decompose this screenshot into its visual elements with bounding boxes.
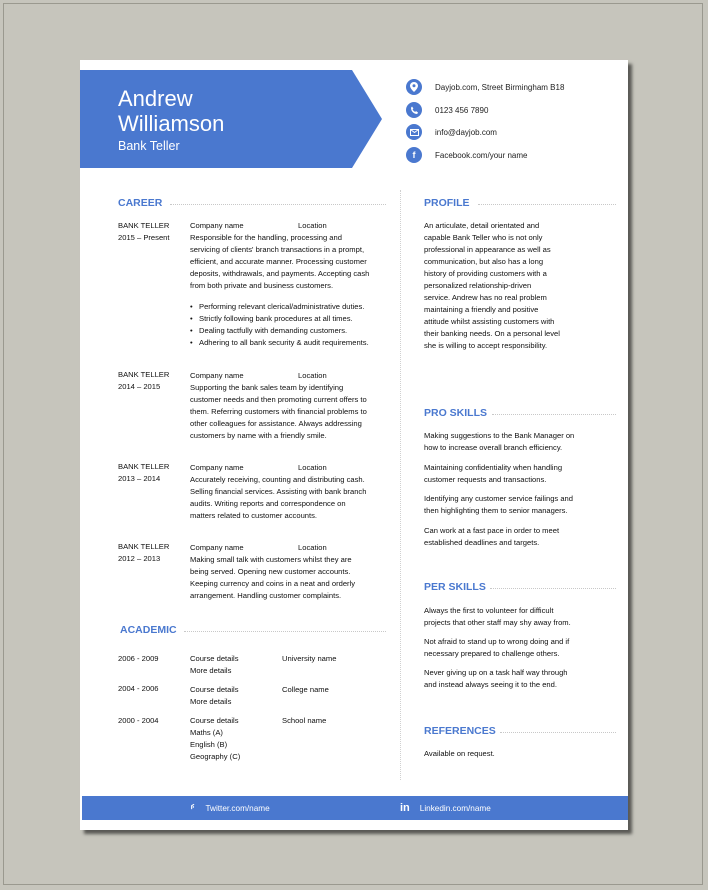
job-description-line: customer needs and then promoting current offers to bbox=[190, 395, 367, 404]
job-description-line: Selling financial services. Assisting with bank branch bbox=[190, 487, 367, 496]
skill-line: Making suggestions to the Bank Manager on bbox=[424, 431, 575, 440]
duty-bullet: • Performing relevant clerical/administrative duties. bbox=[190, 301, 364, 313]
job-location: Location bbox=[298, 463, 327, 472]
skill-line: then highlighting them to senior managers. bbox=[424, 506, 568, 515]
job-title: BANK TELLER bbox=[118, 221, 170, 230]
job-description-line: Accurately receiving, counting and distributing cash. bbox=[190, 475, 365, 484]
contact-address bbox=[406, 78, 564, 96]
course-extra: More details bbox=[190, 666, 232, 675]
resume-page bbox=[80, 60, 628, 830]
job-description-line: audits. Writing reports and correspondence on bbox=[190, 499, 346, 508]
email-text[interactable]: info@dayjob.com bbox=[435, 127, 497, 137]
footer-linkedin[interactable] bbox=[400, 796, 491, 820]
skill-line: customer requests and transactions. bbox=[424, 475, 547, 484]
academic-heading: ACADEMIC bbox=[120, 624, 177, 636]
skill-line: and instead always seeing it to the end. bbox=[424, 680, 557, 689]
job-title: BANK TELLER bbox=[118, 462, 170, 471]
course-extra: More details bbox=[190, 697, 232, 706]
profile-line: service. Andrew has no real problem bbox=[424, 293, 547, 302]
profile-line: she is willing to accept responsibility. bbox=[424, 341, 548, 350]
candidate-name bbox=[118, 86, 224, 136]
profile-line: personalized relationship-driven bbox=[424, 281, 532, 290]
contact-facebook bbox=[406, 146, 528, 164]
profile-line: maintaining a friendly and positive bbox=[424, 305, 539, 314]
job-description-line: Making small talk with customers whilst they are bbox=[190, 555, 352, 564]
phone-text: 0123 456 7890 bbox=[435, 105, 489, 115]
references-heading: REFERENCES bbox=[424, 725, 496, 737]
career-rule bbox=[170, 204, 386, 205]
job-dates: 2015 – Present bbox=[118, 233, 170, 242]
footer-twitter[interactable] bbox=[190, 796, 270, 820]
facebook-text[interactable]: Facebook.com/your name bbox=[435, 150, 528, 160]
institution-name: School name bbox=[282, 716, 327, 725]
job-description-line: other colleagues for assistance. Always addressing bbox=[190, 419, 362, 428]
job-location: Location bbox=[298, 371, 327, 380]
twitter-icon: ⸄ bbox=[190, 802, 196, 815]
job-location: Location bbox=[298, 543, 327, 552]
job-description-line: customers by name with a friendly smile. bbox=[190, 431, 327, 440]
skill-line: Identifying any customer service failings and bbox=[424, 494, 573, 503]
job-title: BANK TELLER bbox=[118, 370, 170, 379]
profile-line: capable Bank Teller who is not only bbox=[424, 233, 543, 242]
duty-bullet: • Strictly following bank procedures at all times. bbox=[190, 313, 353, 325]
course-details: Course details bbox=[190, 716, 239, 725]
first-name: Andrew bbox=[118, 86, 193, 111]
job-description-line: deposits, withdrawals, and payments. Accepting cash bbox=[190, 269, 370, 278]
profile-line: professional in appearance as well as bbox=[424, 245, 551, 254]
contact-phone bbox=[406, 101, 488, 119]
job-description-line: them. Referring customers with financial problems to bbox=[190, 407, 367, 416]
job-dates: 2012 – 2013 bbox=[118, 554, 161, 563]
job-location: Location bbox=[298, 221, 327, 230]
skill-line: Never giving up on a task half way through bbox=[424, 668, 568, 677]
profile-line: An articulate, detail orientated and bbox=[424, 221, 540, 230]
job-description-line: servicing of clients' branch transactions in a prompt, bbox=[190, 245, 365, 254]
company-name: Company name bbox=[190, 221, 244, 230]
pro-skills-rule bbox=[492, 414, 616, 415]
academic-dates: 2004 - 2006 bbox=[118, 684, 159, 693]
company-name: Company name bbox=[190, 463, 244, 472]
skill-line: Always the first to volunteer for difficult bbox=[424, 606, 554, 615]
academic-rule bbox=[184, 631, 386, 632]
job-role: Bank Teller bbox=[118, 139, 180, 153]
references-text: Available on request. bbox=[424, 749, 495, 758]
skill-line: established deadlines and targets. bbox=[424, 538, 540, 547]
job-dates: 2014 – 2015 bbox=[118, 382, 161, 391]
skill-line: how to increase overall branch efficiency. bbox=[424, 443, 563, 452]
footer-bar bbox=[82, 796, 628, 820]
job-description-line: Keeping currency and coins in a neat and orderly bbox=[190, 579, 356, 588]
job-description-line: arrangement. Handling customer complaints. bbox=[190, 591, 342, 600]
per-skills-rule bbox=[490, 588, 616, 589]
profile-line: attitude whilst assisting customers with bbox=[424, 317, 555, 326]
skill-line: projects that other staff may shy away from. bbox=[424, 618, 571, 627]
skill-line: Can work at a fast pace in order to meet bbox=[424, 526, 560, 535]
duty-bullet: • Adhering to all bank security & audit requirements. bbox=[190, 337, 369, 349]
skill-line: necessary prepared to challenge others. bbox=[424, 649, 560, 658]
mail-icon bbox=[406, 124, 422, 140]
course-details: Course details bbox=[190, 685, 239, 694]
facebook-icon: f bbox=[406, 147, 422, 163]
course-details: Course details bbox=[190, 654, 239, 663]
job-description-line: matters related to customer accounts. bbox=[190, 511, 318, 520]
academic-dates: 2000 - 2004 bbox=[118, 716, 159, 725]
academic-dates: 2006 - 2009 bbox=[118, 654, 159, 663]
linkedin-icon: in bbox=[400, 802, 410, 814]
job-description-line: from both private and business customers. bbox=[190, 281, 334, 290]
address-text: Dayjob.com, Street Birmingham B18 bbox=[435, 82, 565, 92]
profile-rule bbox=[478, 204, 616, 205]
career-heading: CAREER bbox=[118, 197, 163, 209]
job-description-line: efficient, and accurate manner. Processing customer bbox=[190, 257, 367, 266]
profile-line: history of providing customers with a bbox=[424, 269, 547, 278]
job-description-line: being served. Opening new customer accounts. bbox=[190, 567, 351, 576]
contact-email bbox=[406, 123, 497, 141]
duty-bullet: • Dealing tactfully with demanding customers. bbox=[190, 325, 347, 337]
course-extra: Maths (A) bbox=[190, 728, 223, 737]
skill-line: Not afraid to stand up to wrong doing and if bbox=[424, 637, 570, 646]
column-separator bbox=[400, 190, 401, 780]
location-pin-icon bbox=[406, 79, 422, 95]
course-extra: English (B) bbox=[190, 740, 228, 749]
twitter-text[interactable]: Twitter.com/name bbox=[205, 803, 270, 813]
profile-line: communication, but also has a long bbox=[424, 257, 544, 266]
company-name: Company name bbox=[190, 543, 244, 552]
linkedin-text[interactable]: Linkedin.com/name bbox=[419, 803, 491, 813]
last-name: Williamson bbox=[118, 111, 225, 136]
profile-line: their banking needs. On a personal level bbox=[424, 329, 560, 338]
phone-icon bbox=[406, 102, 422, 118]
job-title: BANK TELLER bbox=[118, 542, 170, 551]
institution-name: University name bbox=[282, 654, 337, 663]
profile-heading: PROFILE bbox=[424, 197, 470, 209]
job-description-line: Supporting the bank sales team by identifying bbox=[190, 383, 344, 392]
company-name: Company name bbox=[190, 371, 244, 380]
references-rule bbox=[500, 732, 616, 733]
skill-line: Maintaining confidentiality when handling bbox=[424, 463, 563, 472]
course-extra: Geography (C) bbox=[190, 752, 241, 761]
pro-skills-heading: PRO SKILLS bbox=[424, 407, 488, 419]
job-description-line: Responsible for the handling, processing and bbox=[190, 233, 342, 242]
per-skills-heading: PER SKILLS bbox=[424, 581, 486, 593]
institution-name: College name bbox=[282, 685, 329, 694]
job-dates: 2013 – 2014 bbox=[118, 474, 161, 483]
